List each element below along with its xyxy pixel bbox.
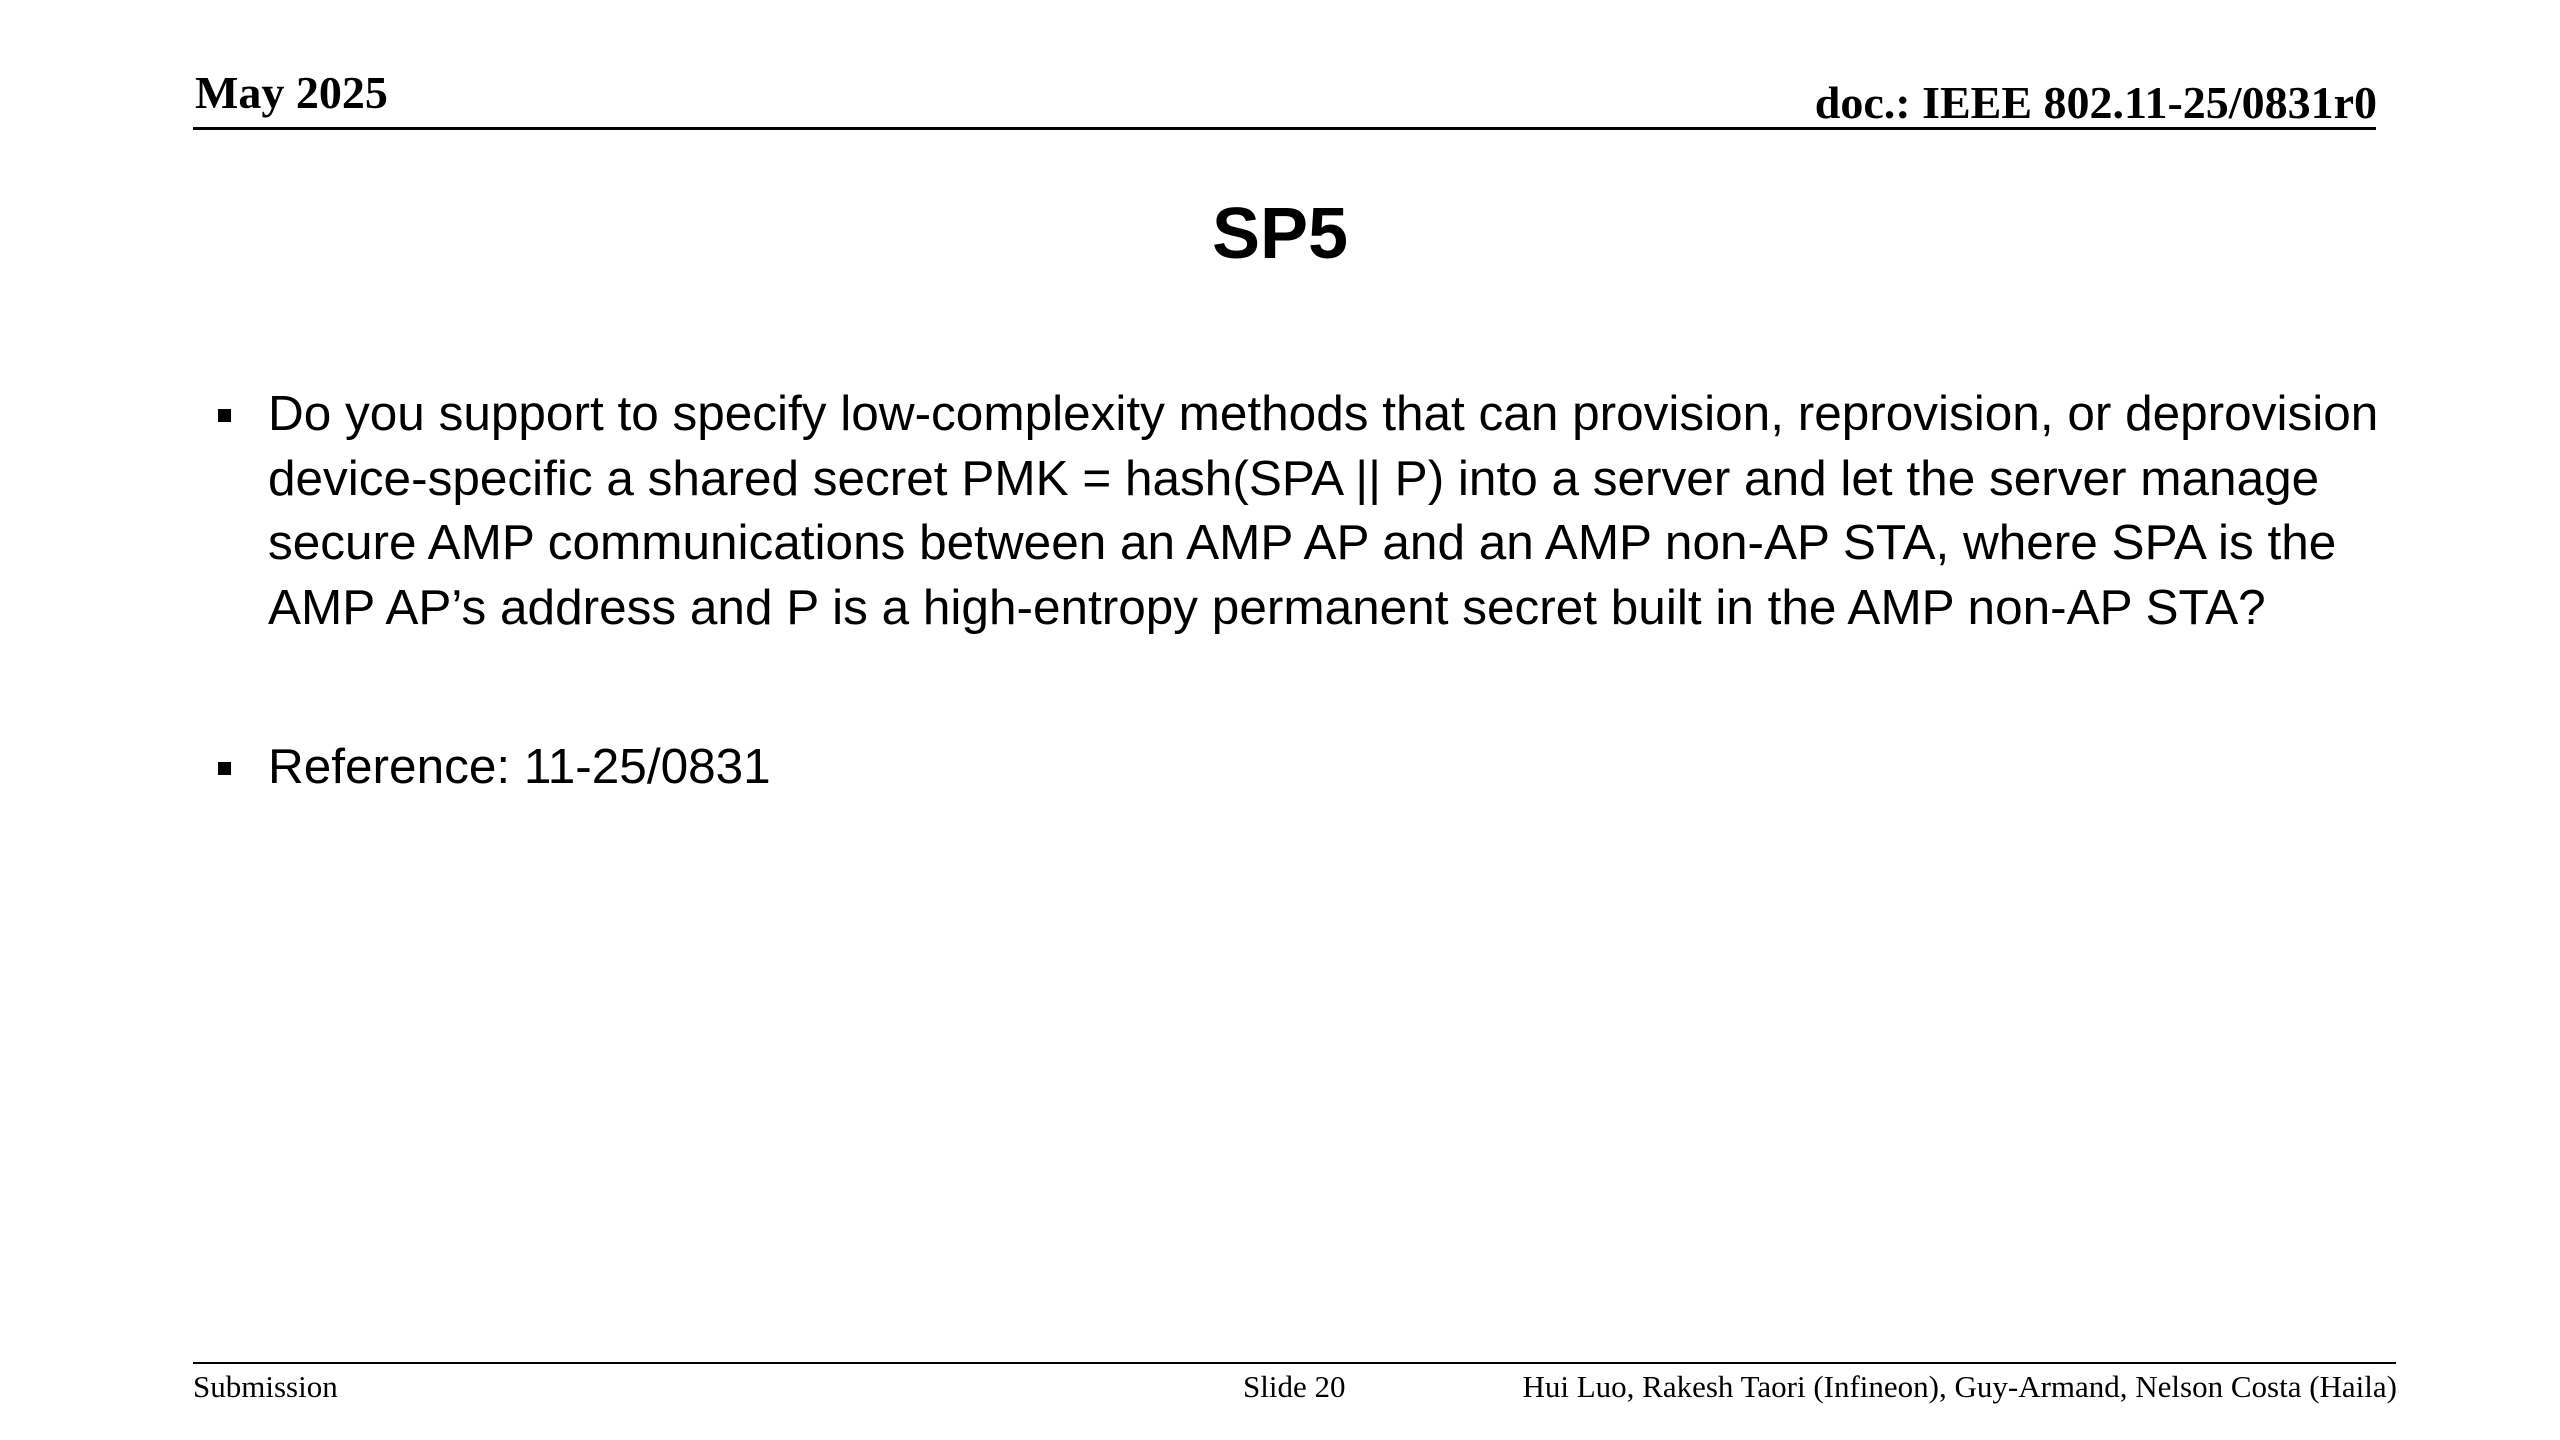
bullet-item-question (215, 382, 2380, 640)
footer-submission: Submission (193, 1369, 338, 1404)
square-bullet-icon (218, 762, 231, 775)
footer-slide-number: Slide 20 (1243, 1369, 1346, 1404)
bullet-text-reference: Reference: 11-25/0831 (268, 739, 771, 794)
bullet-list (215, 382, 2380, 800)
bullet-item-reference (215, 735, 2380, 800)
header-divider (193, 127, 2376, 130)
header-date: May 2025 (195, 67, 388, 118)
header-doc-id: doc.: IEEE 802.11-25/0831r0 (1814, 77, 2377, 128)
bullet-text-question: Do you support to specify low-complexity methods that can provision, reprovision, or deprovision device-specific a shared secret PMK = hash(SPA || P) into a server and let the server manage secure AMP communications between an AMP AP and an AMP non-AP STA, where SPA is the AMP AP’s address and P is a high-entropy permanent secret built in the AMP non-AP STA? (268, 386, 2379, 635)
square-bullet-icon (218, 409, 231, 422)
slide-title: SP5 (1211, 194, 1349, 274)
footer-divider (193, 1362, 2396, 1364)
footer-authors: Hui Luo, Rakesh Taori (Infineon), Guy-Armand, Nelson Costa (Haila) (1522, 1369, 2397, 1404)
